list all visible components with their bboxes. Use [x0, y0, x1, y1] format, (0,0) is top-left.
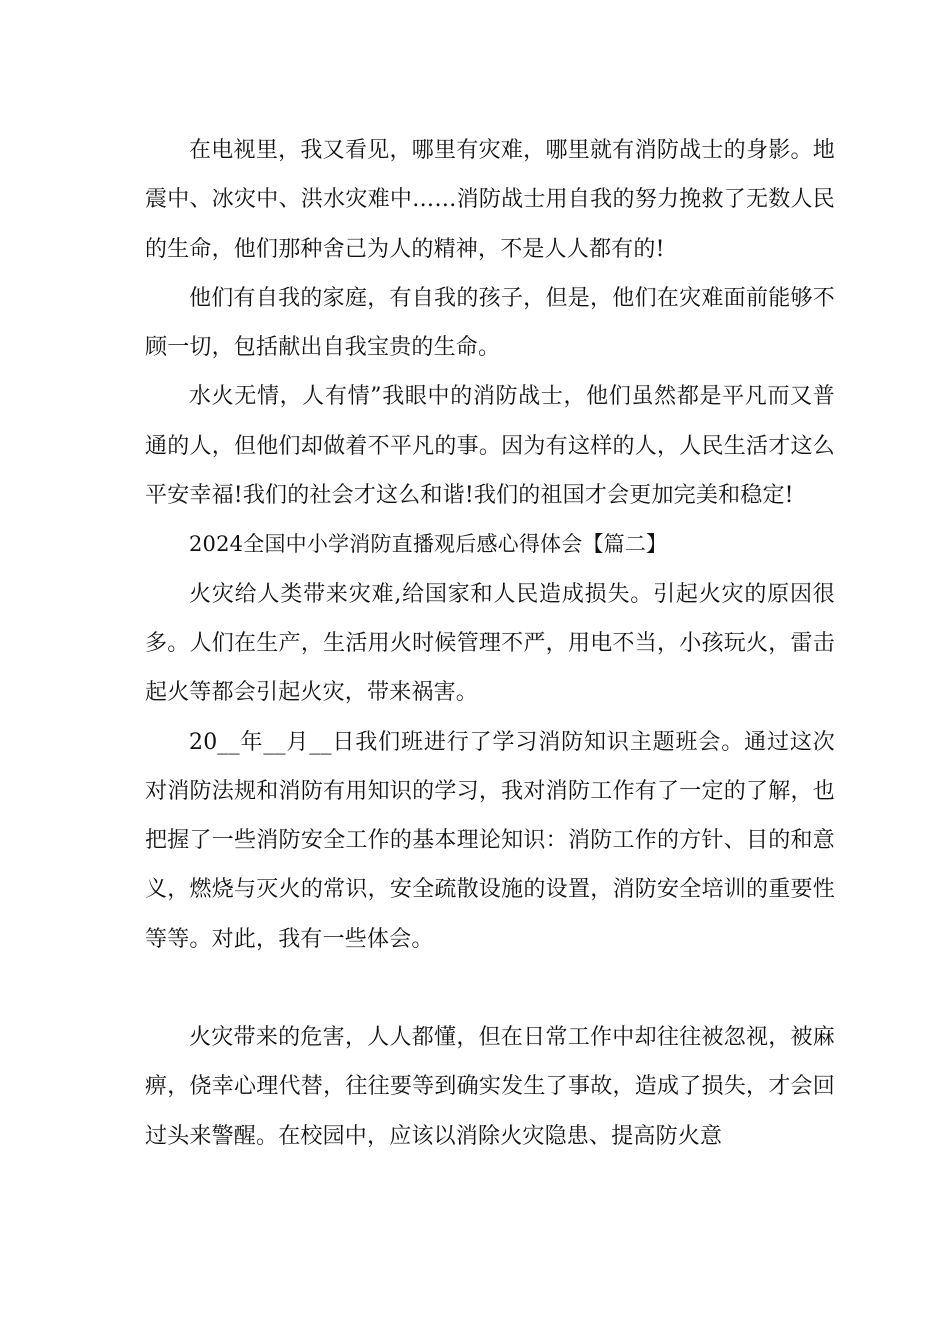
paragraph-4: 火灾给人类带来灾难,给国家和人民造成损失。引起火灾的原因很多。人们在生产，生活用火时候管理不严，用电不当，小孩玩火，雷击起火等都会引起火灾，带来祸害。: [145, 581, 835, 706]
section-heading: 2024全国中小学消防直播观后感心得体会【篇二】: [189, 532, 668, 557]
blank-line: [145, 964, 835, 1013]
paragraph-5: 20__年__月__日我们班进行了学习消防知识主题班会。通过这次对消防法规和消防有用知识的学习，我对消防工作有了一定的了解，也把握了一些消防安全工作的基本理论知识：消防工作的方针、目的和意义，燃烧与灭火的常识，安全疏散设施的设置，消防安全培训的重要性等等。对此，我有一些体会。: [145, 729, 835, 952]
paragraph-6: 火灾带来的危害，人人都懂，但在日常工作中却往往被忽视，被麻痹，侥幸心理代替，往往要等到确实发生了事故，造成了损失，才会回过头来警醒。在校园中，应该以消除火灾隐患、提高防火意: [145, 1025, 835, 1149]
paragraph-3: 水火无情，人有情”我眼中的消防战士，他们虽然都是平凡而又普通的人，但他们却做着不平凡的事。因为有这样的人，人民生活才这么平安幸福!我们的社会才这么和谐!我们的祖国才会更加完美和稳定!: [145, 384, 835, 509]
document-body: [145, 126, 835, 1161]
paragraph-1: 在电视里，我又看见，哪里有灾难，哪里就有消防战士的身影。地震中、冰灾中、洪水灾难中……消防战士用自我的努力挽救了无数人民的生命，他们那种舍己为人的精神，不是人人都有的!: [145, 138, 835, 262]
paragraph-2: 他们有自我的家庭，有自我的孩子，但是，他们在灾难面前能够不顾一切，包括献出自我宝贵的生命。: [145, 285, 835, 361]
